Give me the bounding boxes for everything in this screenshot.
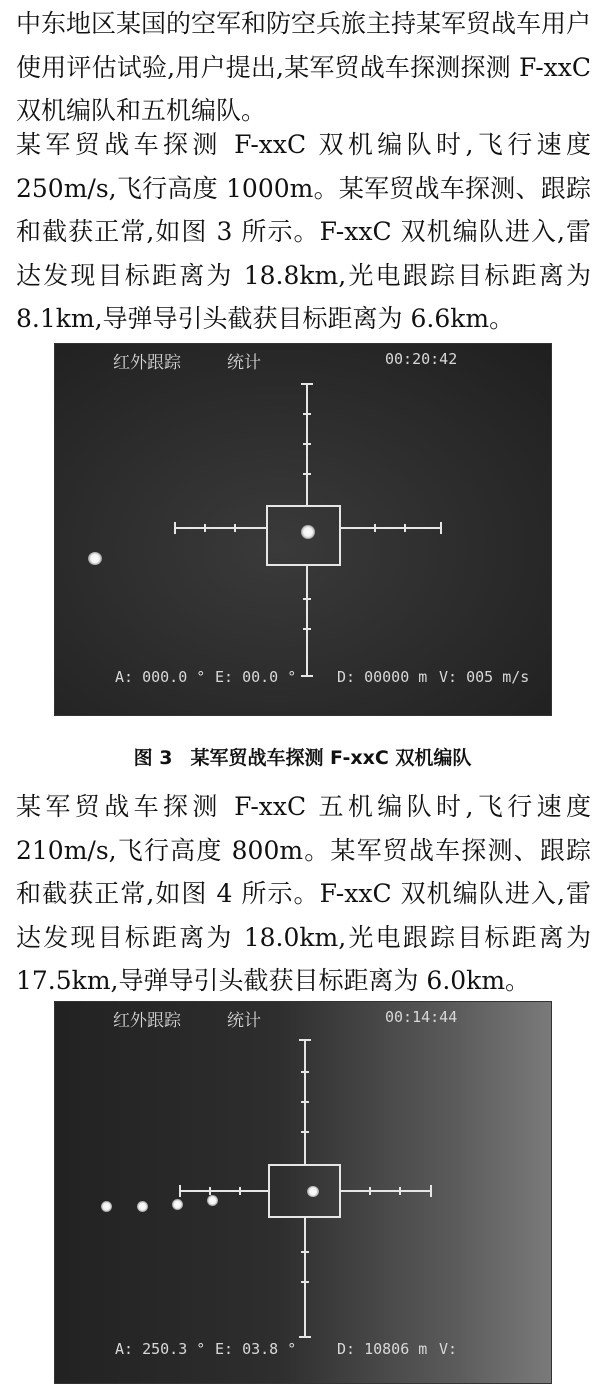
osd-azimuth: A: 250.3 ° xyxy=(115,1340,206,1358)
osd-elevation: E: 00.0 ° xyxy=(215,668,297,686)
osd-distance: D: 10806 m xyxy=(337,1340,428,1358)
osd-stat-label: 统计 xyxy=(227,353,261,373)
figure-3-caption xyxy=(0,745,605,771)
osd-velocity: V: xyxy=(439,1340,458,1358)
target-aircraft xyxy=(172,1199,183,1210)
osd-timestamp: 00:14:44 xyxy=(385,1008,458,1026)
caption-text: 某军贸战车探测 F-xxC 双机编队 xyxy=(190,747,472,769)
paragraph-intro: 中东地区某国的空军和防空兵旅主持某军贸战车用户使用评估试验,用户提出,某军贸战车探测探测 F-xxC 双机编队和五机编队。 xyxy=(16,9,592,125)
osd-mode-label: 红外跟踪 xyxy=(113,1011,181,1031)
target-aircraft xyxy=(307,1186,319,1197)
target-aircraft xyxy=(137,1201,148,1212)
figure-4-ir-image xyxy=(54,1001,552,1384)
osd-velocity: V: 005 m/s xyxy=(439,668,530,686)
crosshair-reticle xyxy=(55,1002,551,1383)
osd-elevation: E: 03.8 ° xyxy=(215,1340,297,1358)
target-aircraft xyxy=(101,1201,112,1212)
target-aircraft xyxy=(88,552,102,565)
paragraph-two-ship: 某军贸战车探测 F-xxC 双机编队时,飞行速度 250m/s,飞行高度 1000m。某军贸战车探测、跟踪和截获正常,如图 3 所示。F-xxC 双机编队进入,雷达发现目标距离为 18.8km,光电跟踪目标距离为 8.1km,导弹导引头截获目标距离为 6.6km。 xyxy=(16,130,591,333)
caption-number: 图 3 xyxy=(133,747,173,769)
osd-timestamp: 00:20:42 xyxy=(385,350,458,368)
target-aircraft xyxy=(301,525,315,539)
target-aircraft xyxy=(207,1195,218,1206)
osd-stat-label: 统计 xyxy=(227,1011,261,1031)
osd-mode-label: 红外跟踪 xyxy=(113,353,181,373)
osd-azimuth: A: 000.0 ° xyxy=(115,668,206,686)
figure-3-ir-image xyxy=(54,343,552,716)
paragraph-five-ship: 某军贸战车探测 F-xxC 五机编队时,飞行速度 210m/s,飞行高度 800m。某军贸战车探测、跟踪和截获正常,如图 4 所示。F-xxC 双机编队进入,雷达发现目标距离为 18.0km,光电跟踪目标距离为 17.5km,导弹导引头截获目标距离为 6.0km。 xyxy=(16,792,591,995)
osd-distance: D: 00000 m xyxy=(337,668,428,686)
